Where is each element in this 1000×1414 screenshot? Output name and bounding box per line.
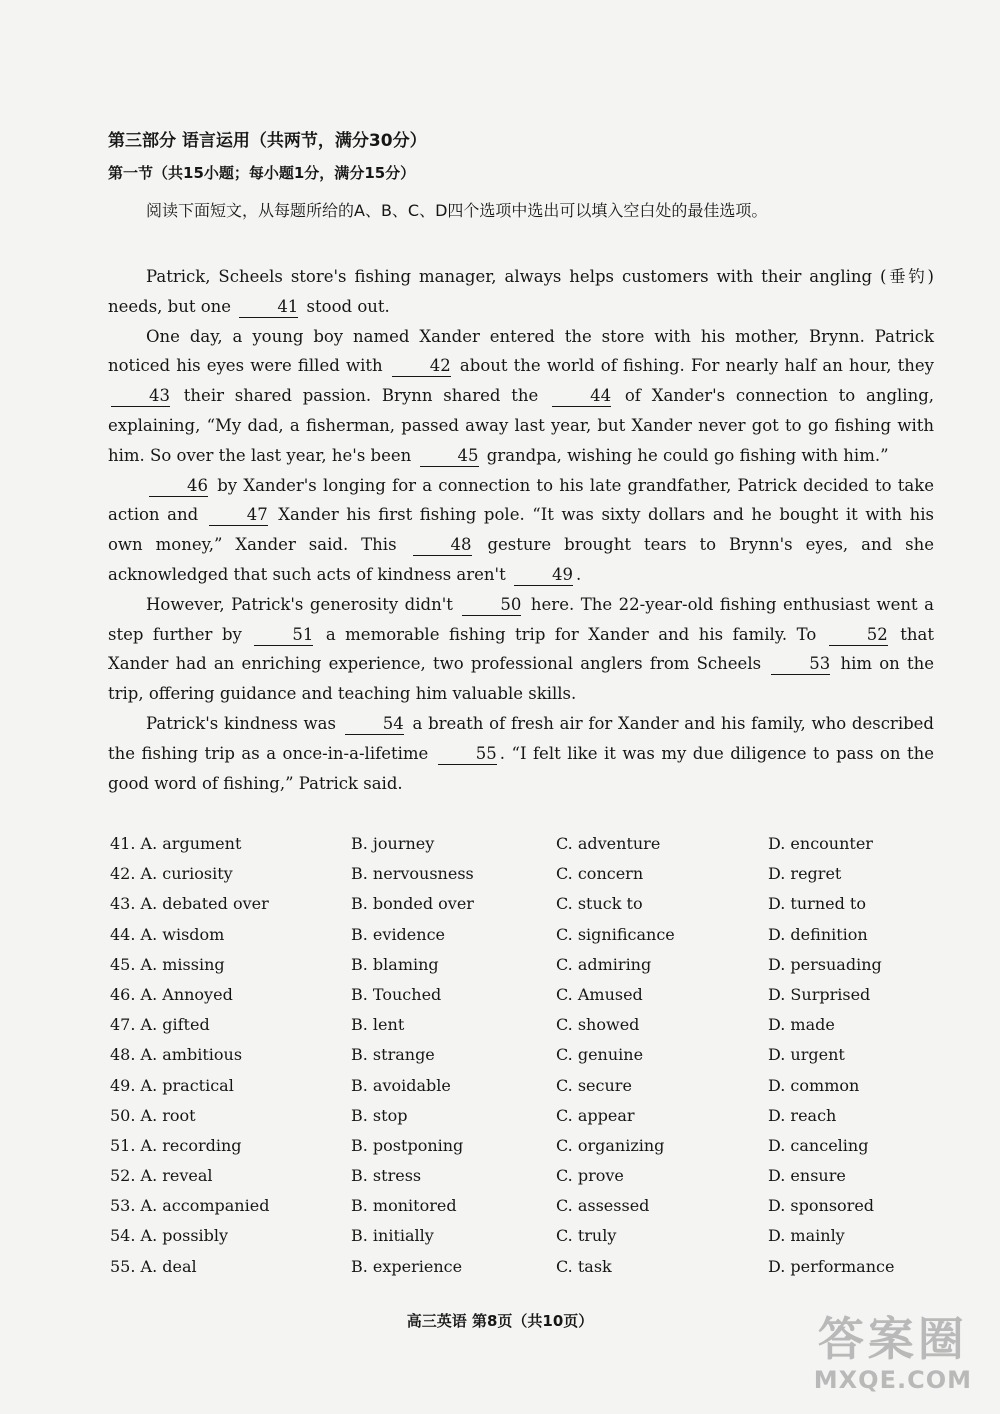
option-a: 46. A. Annoyed [110,984,233,1004]
option-a: 48. A. ambitious [110,1045,243,1065]
option-a: 53. A. accompanied [110,1196,270,1216]
option-c: C. prove [556,1166,624,1186]
option-b: B. experience [351,1256,463,1276]
option-d: D. common [768,1075,860,1095]
option-row [110,955,940,985]
option-row [110,894,940,924]
blank-47: 47 [209,505,268,526]
option-a: 41. A. argument [110,834,242,853]
blank-46: 46 [149,476,208,497]
option-b: B. Touched [351,984,442,1004]
option-row [110,1045,940,1075]
blank-42: 42 [392,356,451,377]
option-row [110,1106,940,1136]
blank-43: 43 [111,386,170,407]
paragraph: One day, a young boy named Xander entered the store with his mother, Brynn. Patrick noticed his eyes were filled with 42 about the world of fishing. For nearly half an hour, they 43 their shared passion. Brynn shared the 44 of Xander's connection to angling, explaining, “My dad, a fisherman, passed away last year, but Xander never got to go fishing with him. So over the last year, he's been 45 grandpa, wishing he could go fishing with him.” [108,326,935,465]
part-title: 第三部分 语言运用（共两节，满分30分） [108,131,427,151]
option-c: C. assessed [556,1196,650,1216]
paragraph: 46 by Xander's longing for a connection to his late grandfather, Patrick decided to take action and 47 Xander his first fishing pole. “It was sixty dollars and he bought it with his own money,” Xander said. This 48 gesture brought tears to Brynn's eyes, and she acknowledged that such acts of kindness aren't 49 . [108,475,934,584]
option-row [110,1076,940,1106]
option-c: C. adventure [556,834,661,853]
option-b: B. initially [351,1226,434,1246]
option-c: C. concern [556,864,644,884]
option-b: B. nervousness [351,864,474,884]
option-b: B. avoidable [351,1075,451,1095]
option-d: D. sponsored [768,1196,875,1216]
option-c: C. secure [556,1075,632,1095]
option-row [110,834,940,864]
option-row [110,1226,940,1256]
option-d: D. regret [768,864,842,884]
option-row [110,1015,940,1045]
option-c: C. genuine [556,1045,644,1065]
option-d: D. performance [768,1256,895,1276]
option-row [110,1166,940,1196]
page-footer: 高三英语 第8页（共10页） [406,1312,594,1330]
blank-52: 52 [829,625,888,646]
option-a: 50. A. root [110,1105,196,1125]
option-d: D. encounter [768,834,873,853]
option-row [110,1196,940,1226]
blank-50: 50 [462,595,521,616]
option-a: 49. A. practical [110,1075,234,1095]
paragraph: However, Patrick's generosity didn't 50 here. The 22-year-old fishing enthusiast went a step further by 51 a memorable fishing trip for Xander and his family. To 52 that Xander had an enriching experience, two professional anglers from Scheels 53 him on the trip, offering guidance and teaching him valuable skills. [108,594,935,704]
option-d: D. made [768,1015,835,1035]
blank-44: 44 [552,386,611,407]
option-d: D. urgent [768,1045,845,1065]
paragraph: Patrick, Scheels store's fishing manager, always helps customers with their angling (垂钓) needs, but one 41 stood out. [108,267,934,316]
option-c: C. Amused [556,984,643,1004]
option-row [110,925,940,955]
option-c: C. appear [556,1105,635,1125]
option-c: C. organizing [556,1135,665,1155]
blank-45: 45 [420,446,479,467]
section-title: 第一节（共15小题；每小题1分，满分15分） [108,164,416,182]
option-row [110,1136,940,1166]
passage [108,262,934,798]
option-a: 45. A. missing [110,954,225,974]
option-b: B. stress [351,1166,422,1186]
option-d: D. persuading [768,954,882,974]
option-a: 52. A. reveal [110,1166,213,1186]
blank-48: 48 [413,535,472,556]
option-d: D. canceling [768,1135,869,1155]
option-b: B. strange [351,1045,435,1065]
option-c: C. stuck to [556,894,643,914]
option-b: B. evidence [351,924,445,944]
option-b: B. monitored [351,1196,457,1216]
blank-54: 54 [345,714,404,735]
option-b: B. postponing [351,1135,464,1155]
option-d: D. reach [768,1105,837,1125]
option-c: C. showed [556,1015,640,1035]
paragraph: Patrick's kindness was 54 a breath of fresh air for Xander and his family, who described the fishing trip as a once-in-a-lifetime 55 . “I felt like it was my due diligence to pass on the good word of fishing,” Patrick said. [108,713,934,793]
answer-options [110,834,940,1287]
option-c: C. significance [556,924,675,944]
option-row [110,1257,940,1287]
option-a: 44. A. wisdom [110,924,225,944]
option-c: C. admiring [556,954,652,974]
blank-53: 53 [771,654,830,675]
watermark-url: MXQE.COM [813,1366,972,1394]
option-a: 47. A. gifted [110,1015,210,1035]
option-b: B. bonded over [351,894,474,914]
instructions: 阅读下面短文，从每题所给的A、B、C、D四个选项中选出可以填入空白处的最佳选项。 [146,201,768,220]
blank-41: 41 [239,297,298,318]
option-a: 42. A. curiosity [110,864,233,884]
option-b: B. stop [351,1105,408,1125]
option-d: D. mainly [768,1226,845,1246]
option-a: 54. A. possibly [110,1226,229,1246]
option-c: C. task [556,1256,612,1276]
option-a: 55. A. deal [110,1256,197,1276]
option-d: D. Surprised [768,984,871,1004]
option-b: B. blaming [351,954,439,974]
option-d: D. definition [768,924,868,944]
option-row [110,864,940,894]
option-c: C. truly [556,1226,617,1246]
blank-55: 55 [438,744,497,765]
option-b: B. lent [351,1015,405,1035]
watermark [814,1312,972,1394]
blank-49: 49 [514,565,573,586]
option-d: D. ensure [768,1166,846,1186]
blank-51: 51 [254,625,313,646]
option-row [110,985,940,1015]
watermark-logo: 答案圈 [817,1312,968,1366]
option-a: 43. A. debated over [110,894,269,914]
option-d: D. turned to [768,894,866,914]
option-a: 51. A. recording [110,1135,242,1155]
option-b: B. journey [351,834,435,853]
